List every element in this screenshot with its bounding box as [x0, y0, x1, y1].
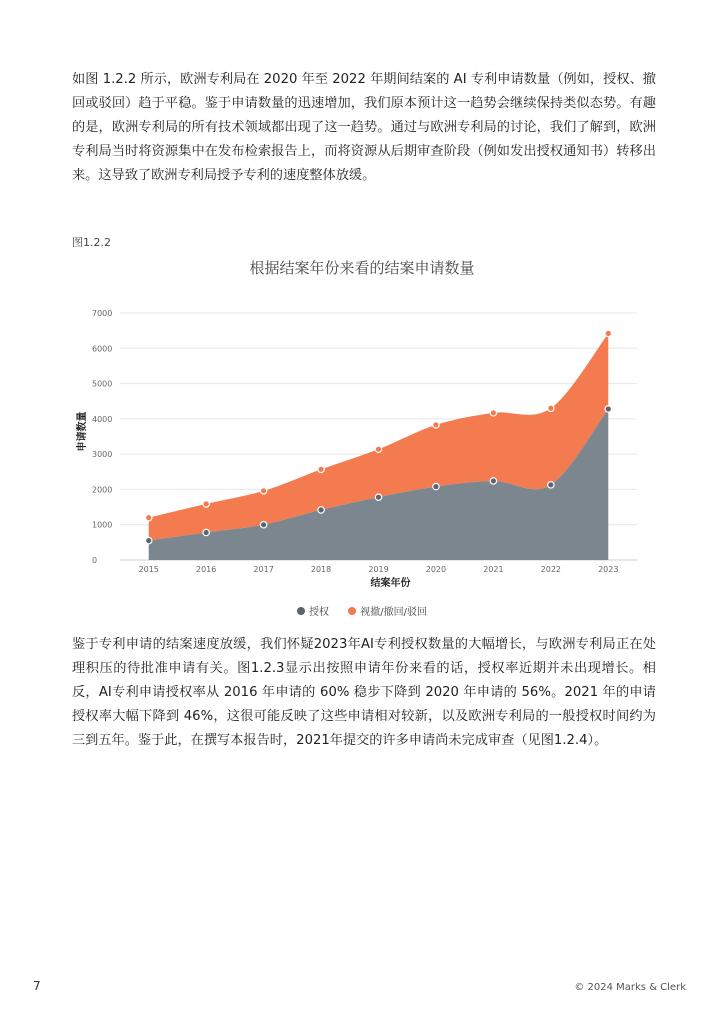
data-point-other [490, 410, 496, 416]
data-point-other [433, 422, 439, 428]
legend-marker-granted [297, 607, 305, 615]
legend-label-other: 视撤/撤回/驳回 [360, 607, 427, 618]
x-tick-label: 2016 [195, 565, 217, 574]
data-point-granted [490, 478, 496, 484]
data-point-other [605, 330, 611, 336]
data-point-granted [548, 482, 554, 488]
legend-item-other [348, 603, 427, 618]
y-tick-label: 3000 [92, 450, 113, 460]
x-tick-label: 2022 [540, 565, 562, 574]
x-tick-label: 2023 [598, 565, 619, 574]
data-point-granted [146, 537, 152, 543]
legend-marker-other [348, 607, 356, 615]
x-tick-label: 2017 [253, 565, 274, 574]
analysis-paragraph: 鉴于专利申请的结案速度放缓，我们怀疑2023年AI专利授权数量的大幅增长，与欧洲专利局正在处理积压的待批准申请有关。图1.2.3显示出按照申请年份来看的话，授权率近期并未出现增长。相反，AI专利申请授权率从 2016 年申请的 60% 稳步下降到 2020 年申请的 56%。2021 年的申请授权率大幅下降到 46%，这很可能反映了这些申请相对较新，以及欧洲专利局的一般授权时间约为三到五年。鉴于此，在撰写本报告时，2021年提交的许多申请尚未完成审查（见图1.2.4）。 [72, 637, 656, 748]
x-tick-label: 2021 [483, 565, 504, 574]
data-point-granted [318, 507, 324, 513]
y-tick-label: 2000 [92, 485, 113, 495]
data-point-granted [375, 494, 381, 500]
copyright-notice: © 2024 Marks & Clerk [574, 982, 686, 993]
x-tick-label: 2020 [425, 565, 447, 574]
data-point-other [375, 446, 381, 452]
data-point-other [318, 466, 324, 472]
chart-title: 根据结案年份来看的结案申请数量 [249, 259, 475, 277]
page-number: 7 [33, 979, 41, 993]
y-tick-label: 1000 [92, 520, 113, 530]
y-tick-label: 4000 [92, 414, 113, 424]
data-point-granted [260, 522, 266, 528]
x-tick-label: 2018 [310, 565, 332, 574]
x-axis-title: 结案年份 [370, 578, 411, 589]
data-point-other [548, 405, 554, 411]
x-tick-label: 2019 [368, 565, 389, 574]
legend-item-granted [297, 603, 329, 618]
chart-legend [0, 603, 724, 618]
data-point-granted [203, 529, 209, 535]
data-point-other [260, 488, 266, 494]
legend-label-granted: 授权 [309, 607, 330, 618]
y-tick-label: 5000 [92, 379, 113, 389]
data-point-granted [433, 483, 439, 489]
y-tick-label: 6000 [92, 344, 113, 354]
data-point-other [146, 514, 152, 520]
y-tick-label: 7000 [92, 309, 113, 318]
data-point-granted [605, 406, 611, 412]
figure-label: 图1.2.2 [72, 236, 111, 249]
y-axis-title: 申请数量 [77, 411, 88, 452]
intro-paragraph: 如图 1.2.2 所示，欧洲专利局在 2020 年至 2022 年期间结案的 AI 专利申请数量（例如，授权、撤回或驳回）趋于平稳。鉴于申请数量的迅速增加，我们原本预计这一趋势会继续保持类似态势。有趣的是，欧洲专利局的所有技术领域都出现了这一趋势。通过与欧洲专利局的讨论，我们了解到，欧洲专利局当时将资源集中在发布检索报告上，而将资源从后期审查阶段（例如发出授权通知书）转移出来。这导致了欧洲专利局授予专利的速度整体放缓。 [72, 72, 656, 183]
x-tick-label: 2015 [138, 565, 159, 574]
y-tick-label: 0 [92, 556, 98, 565]
data-point-other [203, 501, 209, 507]
